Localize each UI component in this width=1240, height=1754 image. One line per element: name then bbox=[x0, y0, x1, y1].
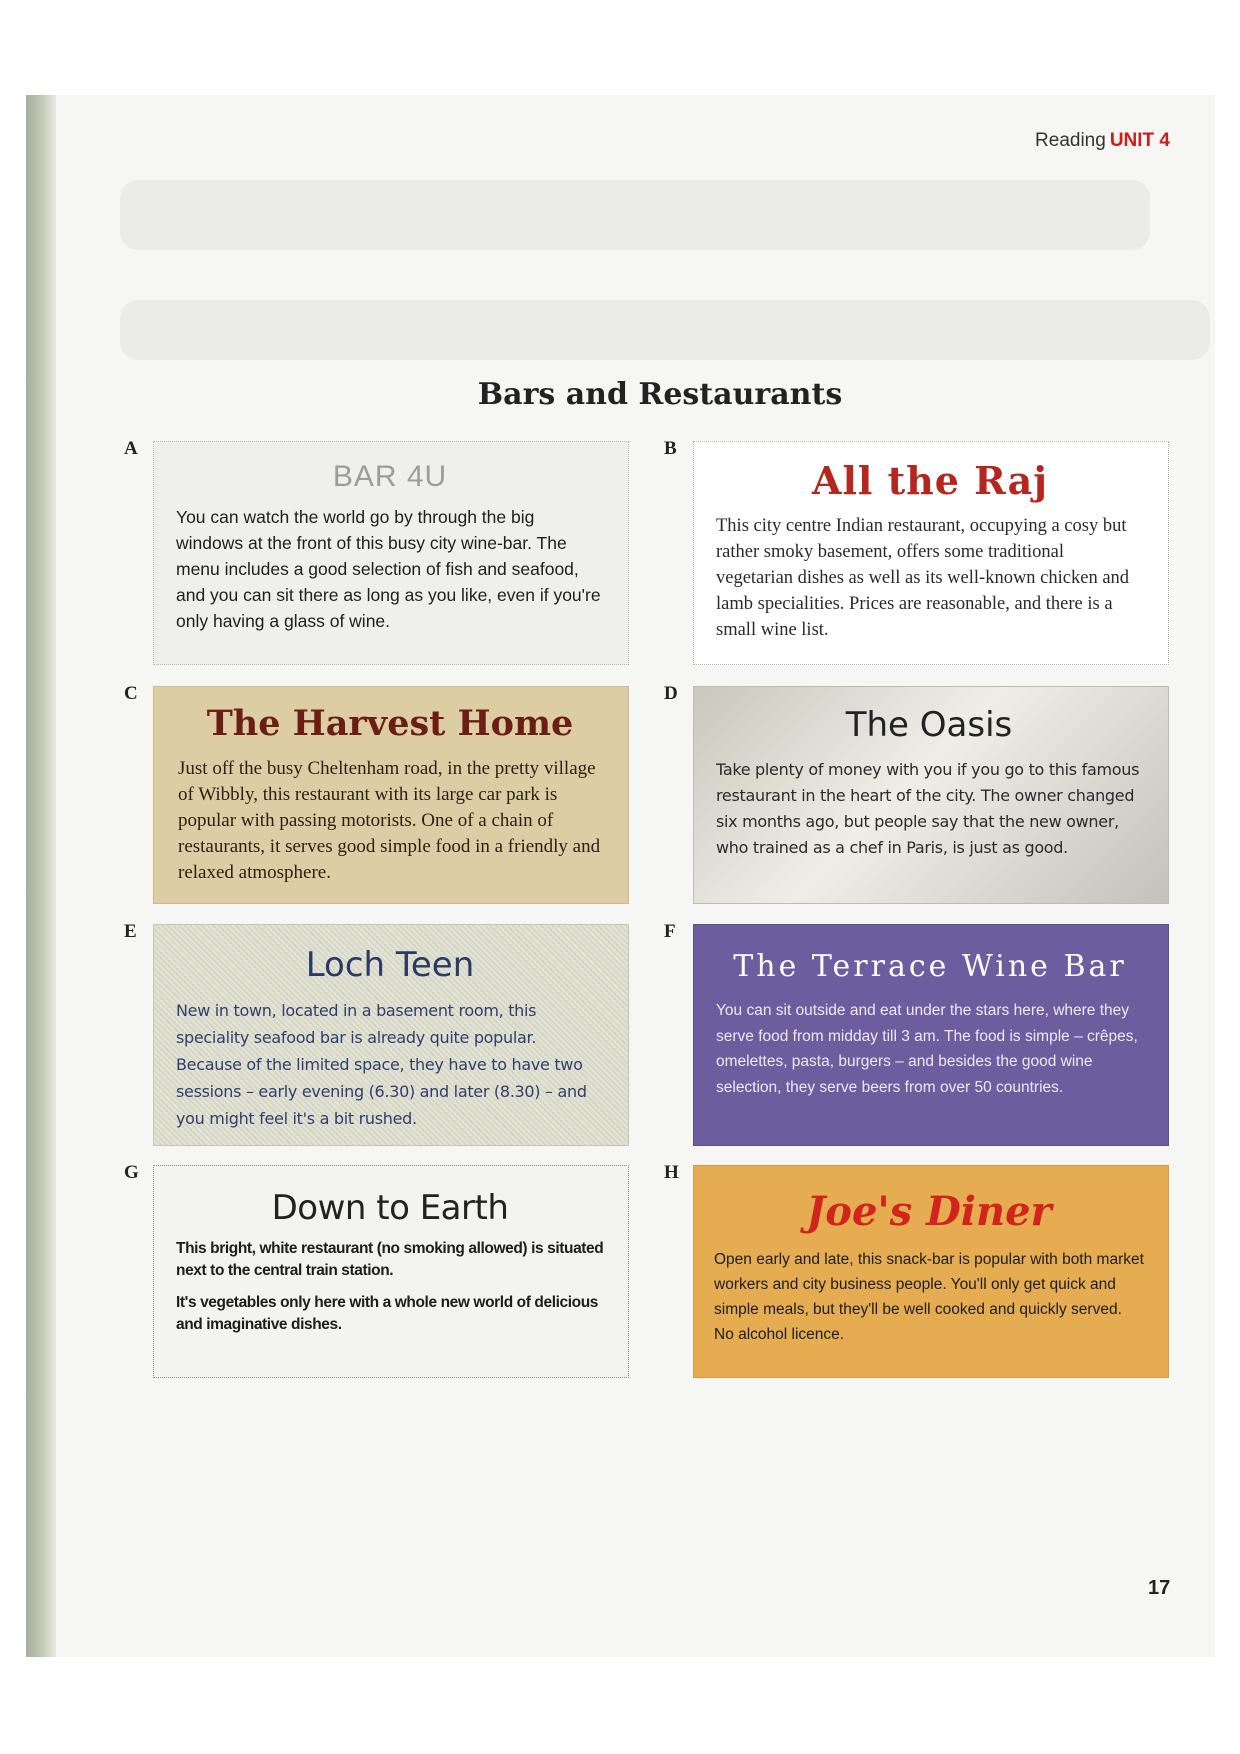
listing-description: Open early and late, this snack-bar is popular with both market workers and city business people. You'll only get quick and simple meals, but they'll be well cooked and quickly served. No alcohol licence. bbox=[714, 1251, 1144, 1343]
listing-card bbox=[153, 686, 629, 904]
listing-description: It's vegetables only here with a whole new world of delicious and imaginative dishes. bbox=[176, 1294, 598, 1333]
listing-card bbox=[693, 924, 1169, 1146]
page-title: Bars and Restaurants bbox=[477, 377, 843, 412]
listing-name: The Harvest Home bbox=[206, 703, 574, 744]
listing-description: This city centre Indian restaurant, occupying a cosy but rather smoky basement, offers some traditional vegetarian dishes as well as its well-known chicken and lamb specialities. Prices are reasonable, and there is a small wine list. bbox=[716, 516, 1130, 640]
item-letter: B bbox=[664, 438, 677, 459]
item-letter: C bbox=[124, 683, 138, 704]
listing-description: New in town, located in a basement room, this speciality seafood bar is already quite popular. Because of the limited space, they have to have two sessions – early evening (6.30) and later (8.30) – and you might feel it's a bit rushed. bbox=[176, 1001, 587, 1128]
page-number: 17 bbox=[1148, 1577, 1171, 1599]
item-letter: H bbox=[664, 1162, 679, 1183]
listing-description: Take plenty of money with you if you go to this famous restaurant in the heart of the city. The owner changed six months ago, but people say that the new owner, who trained as a chef in Paris, is just as good. bbox=[716, 760, 1140, 857]
listing-name: All the Raj bbox=[812, 458, 1048, 503]
listing-name: BAR 4U bbox=[332, 460, 448, 493]
listing-name: Down to Earth bbox=[271, 1188, 509, 1228]
item-letter: A bbox=[124, 438, 138, 459]
listing-card bbox=[153, 441, 629, 665]
listing-description: Just off the busy Cheltenham road, in the pretty village of Wibbly, this restaurant with its large car park is popular with passing motorists. One of a chain of restaurants, it serves good simple food in a friendly and relaxed atmosphere. bbox=[178, 758, 601, 883]
running-header bbox=[1035, 130, 1170, 152]
header-section: Reading bbox=[1035, 130, 1106, 151]
header-unit: UNIT 4 bbox=[1109, 130, 1170, 151]
show-through-band bbox=[120, 300, 1210, 360]
listing-description: You can sit outside and eat under the stars here, where they serve food from midday till 3 am. The food is simple – crêpes, omelettes, pasta, burgers – and besides the good wine selection, they serve beers from over 50 countries. bbox=[716, 1002, 1138, 1096]
listing-description: You can watch the world go by through the big windows at the front of this busy city wine-bar. The menu includes a good selection of fish and seafood, and you can sit there as long as you like, even if you're only having a glass of wine. bbox=[176, 507, 601, 631]
listing-card bbox=[693, 686, 1169, 904]
listing-name: The Terrace Wine Bar bbox=[733, 949, 1127, 984]
listing-card bbox=[153, 1165, 629, 1378]
item-letter: D bbox=[664, 683, 678, 704]
show-through-band bbox=[120, 180, 1150, 250]
listing-name: The Oasis bbox=[845, 705, 1013, 745]
listing-description: This bright, white restaurant (no smoking allowed) is situated next to the central train station. bbox=[176, 1240, 604, 1279]
item-letter: G bbox=[124, 1162, 139, 1183]
book-spine-shadow bbox=[26, 95, 56, 1657]
listing-card bbox=[693, 441, 1169, 665]
listing-name: Joe's Diner bbox=[806, 1188, 1052, 1235]
item-letter: E bbox=[124, 921, 137, 942]
item-letter: F bbox=[664, 921, 676, 942]
listing-card bbox=[153, 924, 629, 1146]
listing-card bbox=[693, 1165, 1169, 1378]
listing-name: Loch Teen bbox=[305, 945, 475, 985]
